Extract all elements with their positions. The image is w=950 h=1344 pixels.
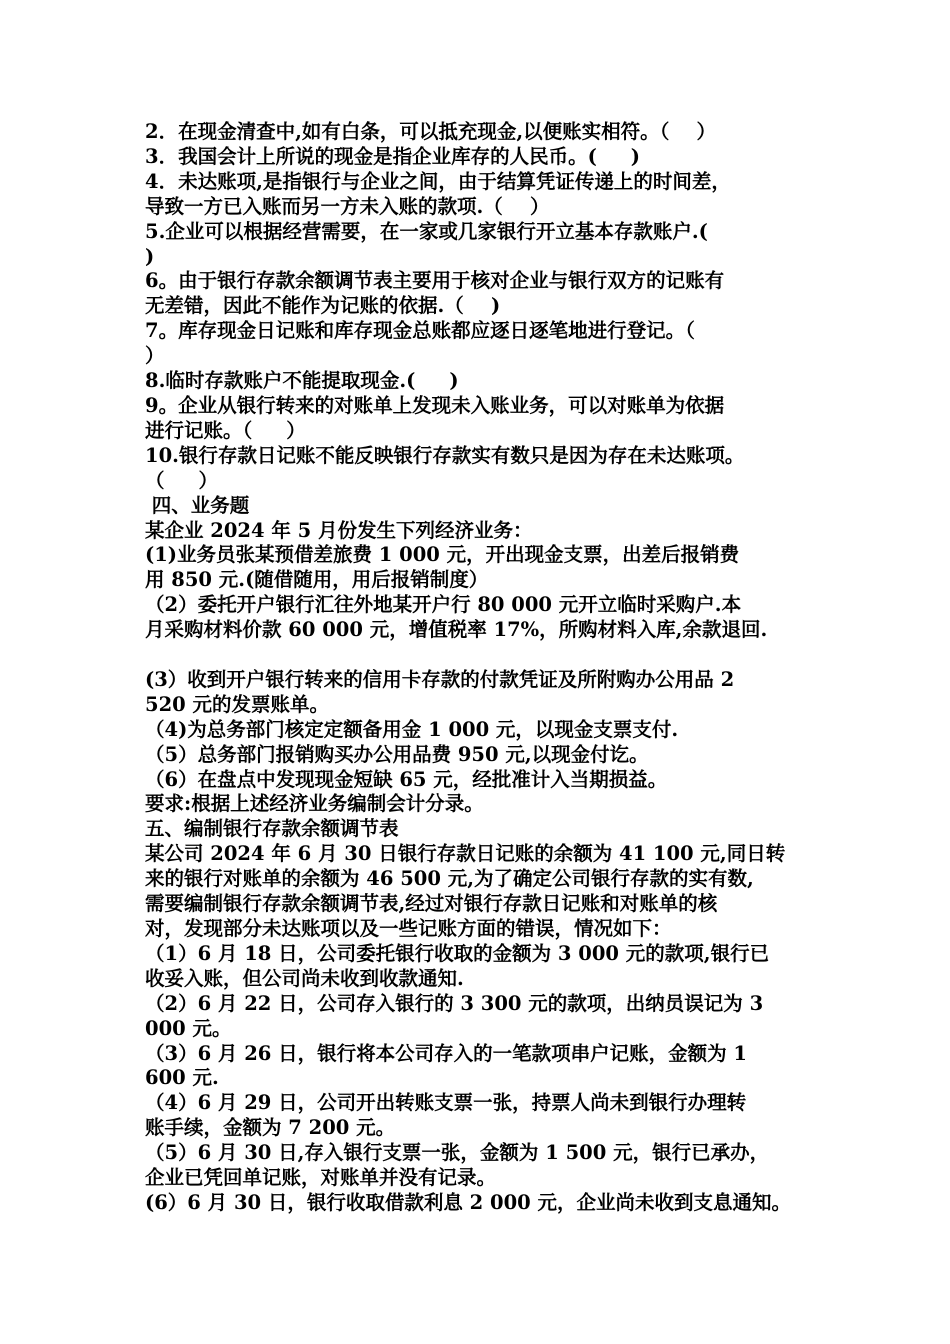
text-line: （2）6 月 22 日，公司存入银行的 3 300 元的款项，出纳员误记为 3	[145, 991, 764, 1015]
text-line: 企业已凭回单记账，对账单并没有记录。	[145, 1166, 497, 1190]
text-line: (6）6 月 30 日，银行收取借款利息 2 000 元，企业尚未收到支息通知。	[145, 1190, 792, 1214]
text-line: （1）6 月 18 日，公司委托银行收取的金额为 3 000 元的款项,银行已	[145, 941, 770, 965]
text-line: 8.临时存款账户不能提取现金.( )	[145, 369, 459, 393]
document-body	[145, 120, 835, 1216]
text-line: （5）总务部门报销购买办公用品费 950 元,以现金付讫。	[145, 742, 649, 766]
text-line: 收妥入账，但公司尚未收到收款通知.	[145, 966, 464, 990]
text-line: （6）在盘点中发现现金短缺 65 元，经批准计入当期损益。	[145, 767, 668, 791]
text-line: （5）6 月 30 日,存入银行支票一张，金额为 1 500 元，银行已承办，	[145, 1141, 770, 1165]
text-line: 000 元。	[145, 1016, 232, 1040]
text-line: 五、编制银行存款余额调节表	[145, 817, 399, 841]
text-line: 某企业 2024 年 5 月份发生下列经济业务：	[145, 518, 533, 542]
text-line: 要求:根据上述经济业务编制会计分录。	[145, 792, 484, 816]
text-line: 7。库存现金日记账和库存现金总账都应逐日逐笔地进行登记。（	[145, 319, 695, 343]
text-line: （4)为总务部门核定定额备用金 1 000 元，以现金支票支付.	[145, 717, 679, 741]
text-line: )	[145, 244, 155, 268]
text-line: 600 元.	[145, 1066, 219, 1090]
text-line: 2．在现金清查中,如有白条，可以抵充现金,以便账实相符。（ ）	[145, 120, 717, 143]
text-line: ）	[145, 344, 165, 368]
text-line: 月采购材料价款 60 000 元，增值税率 17%，所购材料入库,余款退回.	[145, 618, 768, 642]
text-line: 需要编制银行存款余额调节表,经过对银行存款日记账和对账单的核	[145, 892, 718, 916]
text-line: 对，发现部分未达账项以及一些记账方面的错误，情况如下：	[145, 916, 672, 940]
text-line: 四、业务题	[145, 493, 250, 517]
text-line: 10.银行存款日记账不能反映银行存款实有数只是因为存在未达账项。	[145, 443, 745, 467]
text-line: (1)业务员张某预借差旅费 1 000 元，开出现金支票，出差后报销费	[145, 543, 740, 567]
text-line: 520 元的发票账单。	[145, 692, 329, 716]
text-line: （ ）	[145, 468, 218, 492]
text-line: （2）委托开户银行汇往外地某开户行 80 000 元开立临时采购户.本	[145, 593, 742, 617]
text-line: 4．未达账项,是指银行与企业之间，由于结算凭证传递上的时间差，	[145, 169, 731, 193]
text-line: 3．我国会计上所说的现金是指企业库存的人民币。( )	[145, 144, 640, 168]
text-line: 6。由于银行存款余额调节表主要用于核对企业与银行双方的记账有	[145, 269, 725, 293]
text-line: 5.企业可以根据经营需要，在一家或几家银行开立基本存款账户.(	[145, 219, 708, 243]
text-line	[145, 643, 835, 668]
text-line: 无差错，因此不能作为记账的依据.（ )	[145, 294, 501, 318]
text-line: 某公司 2024 年 6 月 30 日银行存款日记账的余额为 41 100 元,同日转	[145, 842, 786, 866]
text-line: 用 850 元.(随借随用，用后报销制度）	[145, 568, 489, 592]
text-line: （4）6 月 29 日，公司开出转账支票一张，持票人尚未到银行办理转	[145, 1091, 747, 1115]
text-line: 导致一方已入账而另一方未入账的款项.（ ）	[145, 194, 550, 218]
text-line: 账手续，金额为 7 200 元。	[145, 1116, 396, 1140]
text-line: (3）收到开户银行转来的信用卡存款的付款凭证及所附购办公用品 2	[145, 667, 735, 691]
text-line: 来的银行对账单的余额为 46 500 元,为了确定公司银行存款的实有数,	[145, 867, 754, 891]
text-line: （3）6 月 26 日，银行将本公司存入的一笔款项串户记账，金额为 1	[145, 1041, 747, 1065]
text-line: 9。企业从银行转来的对账单上发现未入账业务，可以对账单为依据	[145, 393, 725, 417]
text-line: 进行记账。（ ）	[145, 418, 306, 442]
